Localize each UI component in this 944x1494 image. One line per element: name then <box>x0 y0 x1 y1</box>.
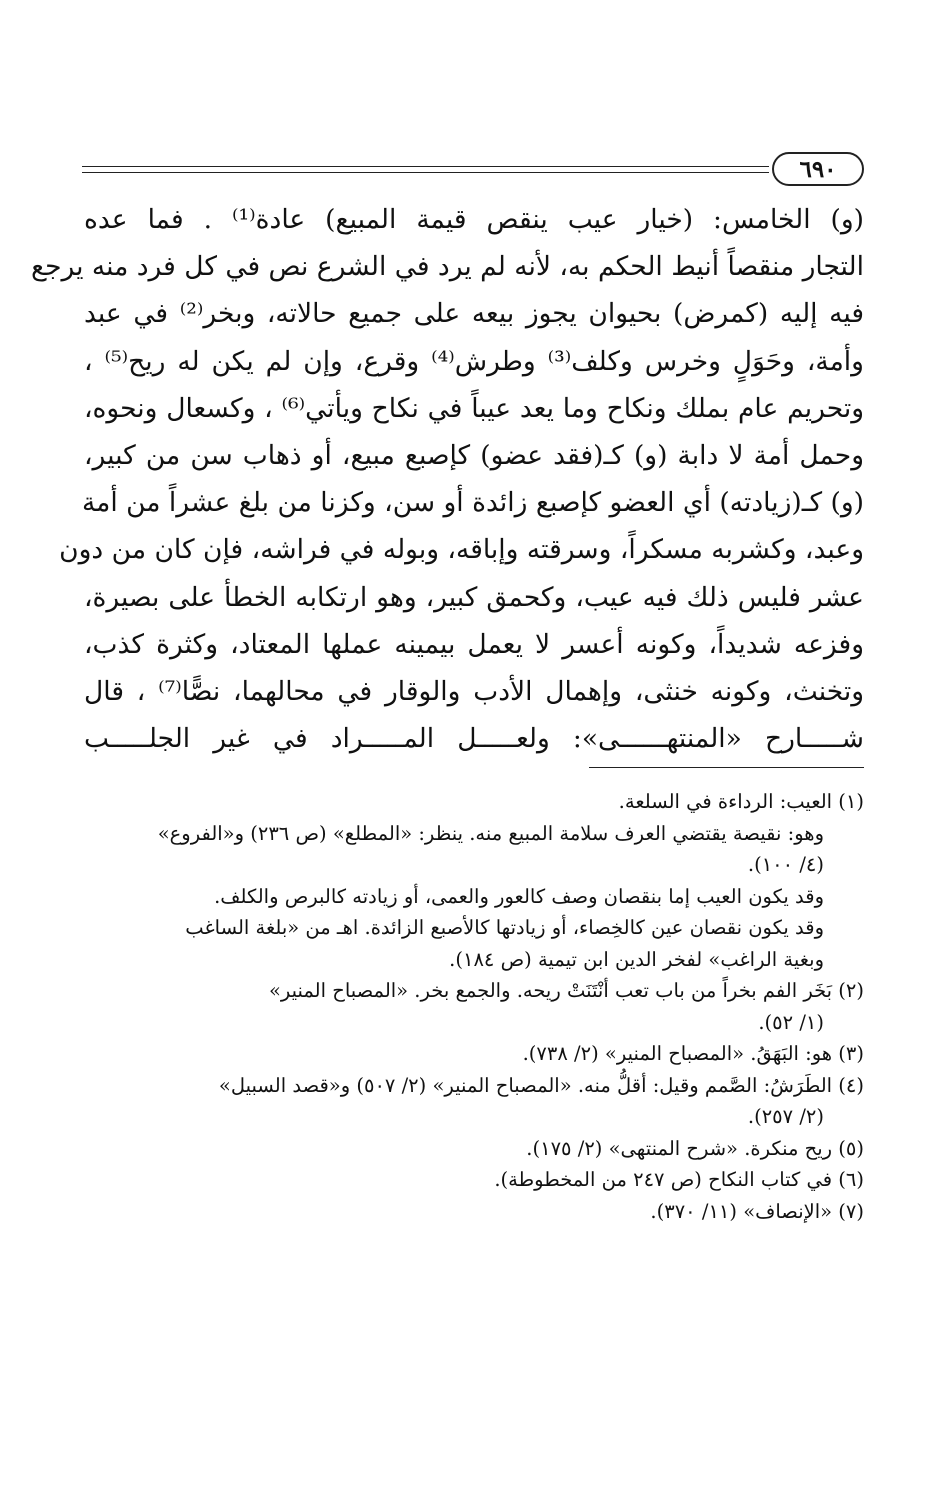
header-rule-top <box>82 166 769 167</box>
footnote-line: وقد يكون نقصان عين كالخِصاء، أو زيادتها كالأصبع الزائدة. اهـ من «بلغة الساغب <box>185 916 824 939</box>
main-line: وتحريم عام بملك ونكاح وما يعد عيباً في نكاح ويأتي⁽⁶⁾ ، وكسعال ونحوه، <box>84 392 864 424</box>
main-line: عشر فليس ذلك فيه عيب، وكحمق كبير، وهو ارتكابه الخطأ على بصيرة، <box>84 581 864 613</box>
footnote-line: (٦) في كتاب النكاح (ص ٢٤٧ من المخطوطة). <box>494 1168 864 1191</box>
main-line: وحمل أمة لا دابة (و) كـ(فقد عضو) كإصبع مبيع، أو ذهاب سن من كبير، <box>84 440 864 472</box>
footnote-line: (٢) بَخَر الفم بخراً من باب تعب أنْتَنَتْ ريحه. والجمع بخر. «المصباح المنير» <box>268 979 864 1002</box>
main-line: (و) كـ(زيادته) أي العضو كإصبع زائدة أو سن، وكزنا من بلغ عشراً من أمة <box>81 487 864 519</box>
main-line: التجار منقصاً أنيط الحكم به، لأنه لم يرد في الشرع نص في كل فرد منه يرجع <box>31 251 864 283</box>
footnote-line: (٢/ ٢٥٧). <box>747 1105 824 1128</box>
page-number: ٦٩٠ <box>772 152 864 186</box>
main-line: وأمة، وحَوَلٍ وخرس وكلف⁽³⁾ وطرش⁽⁴⁾ وقرع، وإن لم يكن له ريح⁽⁵⁾ ، <box>84 345 864 377</box>
footnotes <box>88 786 864 1227</box>
page-header <box>82 150 864 190</box>
footnote-line: وهو: نقيصة يقتضي العرف سلامة المبيع منه. ينظر: «المطلع» (ص ٢٣٦) و«الفروع» <box>157 821 824 845</box>
footnote-line: (٣) هو: البَهَقُ. «المصباح المنير» (٢/ ٧٣٨). <box>522 1042 864 1065</box>
footnote-line: (٤) الطَرَشُ: الصَّمم وقيل: أقلُّ منه. «المصباح المنير» (٢/ ٥٠٧) و«قصد السبيل» <box>218 1073 864 1097</box>
main-line: (و) الخامس: (خيار عيب ينقص قيمة المبيع) عادة⁽¹⁾ . فما عده <box>84 204 864 235</box>
footnote-line: (١) العيب: الرداءة في السلعة. <box>618 790 864 813</box>
footnote-separator <box>589 767 864 768</box>
main-line: وعبد، وكشربه مسكراً، وسرقته وإباقه، وبوله في فراشه، فإن كان من دون <box>59 534 864 566</box>
header-rule-bottom <box>82 172 769 173</box>
footnote-line: (١/ ٥٢). <box>758 1010 824 1034</box>
main-text <box>31 196 864 762</box>
main-line: وتخنث، وكونه خنثى، وإهمال الأدب والوقار في محالهما، نصًّا⁽⁷⁾ ، قال <box>84 676 864 708</box>
main-line: فيه إليه (كمرض) بحيوان يجوز بيعه على جميع حالاته، وبخر⁽²⁾ في عبد <box>84 298 864 330</box>
footnote-line: وقد يكون العيب إما بنقصان وصف كالعور والعمى، أو زيادته كالبرص والكلف. <box>214 884 824 908</box>
main-line: وفزعه شديداً، وكونه أعسر لا يعمل بيمينه عملها المعتاد، وكثرة كذب، <box>84 628 864 660</box>
main-line: شـــــارح «المنتهــــــى»: ولعـــــل المـــــراد في غير الجلـــــب <box>84 723 864 755</box>
footnote-line: (٥) ريح منكرة. «شرح المنتهى» (٢/ ١٧٥). <box>526 1136 864 1160</box>
footnote-line: وبغية الراغب» لفخر الدين ابن تيمية (ص ١٨٤). <box>449 947 824 971</box>
footnote-line: (٧) «الإنصاف» (١١/ ٣٧٠). <box>650 1199 864 1223</box>
footnote-line: (٤/ ١٠٠). <box>747 853 824 876</box>
